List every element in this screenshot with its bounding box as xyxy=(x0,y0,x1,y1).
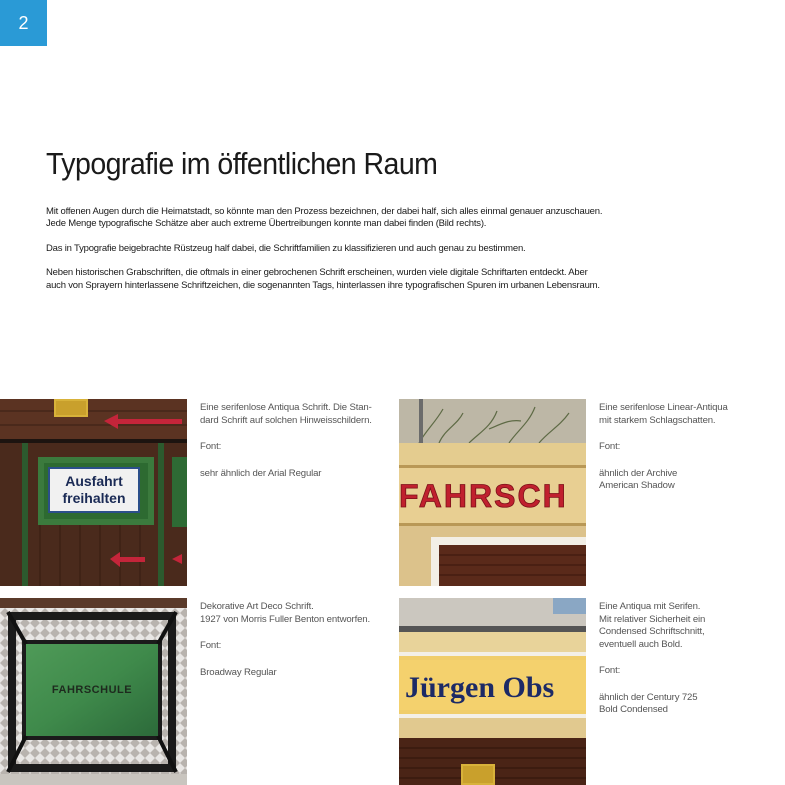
intro-paragraph-1: Mit offenen Augen durch die Heimatstadt, so könnte man den Prozess bezeichnen, der dabei half, sich alles einmal genauer anzuschauen. Jede Menge typografische Schätze aber auch extreme Übertreibungen konnte man dabei finden (Bild rechts). xyxy=(46,206,603,230)
fahrschule-text: FAHRSCHULE xyxy=(51,684,133,696)
photo-fahrschule-sign xyxy=(0,598,187,785)
photo-juergen-sign xyxy=(399,598,586,785)
page-number: 2 xyxy=(18,12,29,33)
photo-fahrschule-facade xyxy=(399,399,586,586)
intro-paragraph-3: Neben historischen Grabschriften, die oftmals in einer gebrochenen Schrift erscheinen, wurden viele digitale Schriftarten entdeckt. Aber auch von Sprayern hinterlassene Schriftzeichen, die sogenannten Tags, hinterlassen ihre typografischen Spuren im urbanen Lebensraum. xyxy=(46,267,600,291)
caption-ausfahrt: Eine serifenlose Antiqua Schrift. Die Stan- dard Schrift auf solchen Hinweisschildern. Font: sehr ähnlich der Arial Regular xyxy=(200,402,372,479)
caption-juergen: Eine Antiqua mit Serifen. Mit relativer Sicherheit ein Condensed Schriftschnitt, eventuell auch Bold. Font: ähnlich der Century 725 Bold Condensed xyxy=(599,601,706,715)
intro-text xyxy=(46,206,606,304)
photo-ausfahrt-sign xyxy=(0,399,187,586)
page-title: Typografie im öffentlichen Raum xyxy=(46,146,438,181)
page-number-tab xyxy=(0,0,47,46)
caption-fahrsch: Eine serifenlose Linear-Antiqua mit starkem Schlagschatten. Font: ähnlich der Archive American Shadow xyxy=(599,402,728,491)
ausfahrt-line-2: freihalten xyxy=(62,490,126,506)
fahrsch-text: FAHRSCH xyxy=(399,478,568,514)
intro-paragraph-2: Das in Typografie beigebrachte Rüstzeug half dabei, die Schriftfamilien zu klassifizieren und auch genau zu bestimmen. xyxy=(46,242,526,254)
ausfahrt-line-1: Ausfahrt xyxy=(65,473,123,489)
caption-fahrschule: Dekorative Art Deco Schrift. 1927 von Morris Fuller Benton entworfen. Font: Broadway Regular xyxy=(200,601,370,678)
juergen-text: Jürgen Obs xyxy=(405,671,555,704)
